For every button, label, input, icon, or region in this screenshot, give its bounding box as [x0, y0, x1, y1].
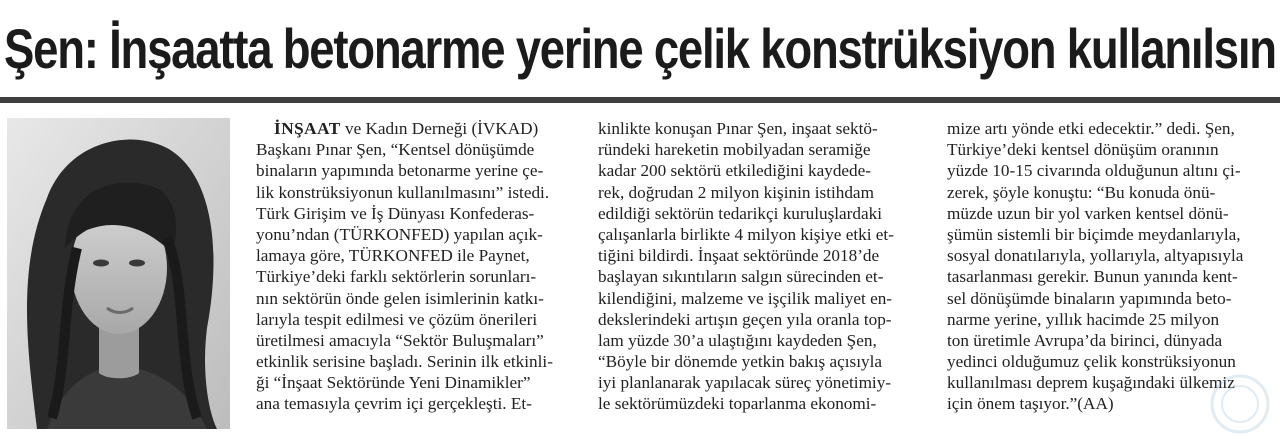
column-3-line: sel dönüşümde binaların yapımında beto-	[947, 288, 1232, 308]
column-1-line: binaların yapımında betonarme yerine çe-	[256, 161, 544, 181]
column-3-line: Türkiye’deki kentsel dönüşüm oranının	[947, 140, 1219, 160]
column-2-line: rek, doğrudan 2 milyon kişinin istihdam	[598, 182, 874, 202]
portrait-image	[7, 118, 230, 429]
column-2-line: ründeki hareketin mobilyadan seramiğe	[598, 140, 871, 160]
headline-rule	[0, 97, 1280, 103]
portrait-photo	[7, 118, 230, 429]
column-3-line: kullanılması deprem kuşağındaki ülkemiz	[947, 373, 1235, 393]
column-1-line: lik konstrüksiyonun kullanılmasını” istedi.	[256, 182, 550, 202]
column-1-line: ği “İnşaat Sektöründe Yeni Dinamikler”	[256, 373, 531, 393]
column-3-line: yüzde 10-15 civarında olduğunun altını çi-	[947, 161, 1241, 181]
column-2-line: kilendiğini, malzeme ve işçilik maliyet en-	[598, 288, 893, 308]
column-3-line: ton üretimle Avrupa’da birinci, dünyada	[947, 330, 1223, 350]
column-1-line: Türkiye’deki farklı sektörlerin sorunları-	[256, 267, 537, 287]
column-2-line: lam yüzde 30’a ulaştığını kaydeden Şen,	[598, 330, 877, 350]
column-1-line: nın sektörün önde gelen isimlerinin katkı-	[256, 288, 544, 308]
column-2-line: iyi planlanarak yapılacak süreç yönetimiy-	[598, 373, 892, 393]
column-3-line: mize artı yönde etki edecektir.” dedi. Şen,	[947, 119, 1235, 138]
column-1-line: yonu’ndan (TÜRKONFED) yapılan açık-	[256, 224, 543, 244]
column-2-line: dekslerindeki artışın geçen yıla oranla top-	[598, 309, 892, 329]
column-2-line: çalışanlarla birlikte 4 milyon kişiye etki et-	[598, 224, 894, 244]
column-1-line: etkinlik serisine başladı. Serinin ilk etkinli-	[256, 352, 553, 372]
column-1-line: ana temasıyla çevrim içi gerçekleşti. Et-	[256, 394, 532, 414]
column-1-line: Türk Girişim ve İş Dünyası Konfederas-	[256, 203, 535, 223]
lead-kicker: İNŞAAT	[274, 119, 341, 138]
column-2-line: başlayan sıkıntıların salgın sürecinden et-	[598, 267, 884, 287]
column-3-line: sosyal donatılarıyla, yollarıyla, altyapısıyla	[947, 246, 1244, 266]
article-column-1	[256, 118, 586, 436]
watermark-icon	[1208, 372, 1272, 436]
column-3-line: tasarlanması gerekir. Bunun yanında kent-	[947, 267, 1238, 287]
column-3-line: zerek, şöyle konuştu: “Bu konuda önü-	[947, 182, 1216, 202]
column-3-line: için önem taşıyor.”(AA)	[947, 394, 1114, 414]
column-3-line: narme yerine, yıllık hacimde 25 milyon	[947, 309, 1220, 329]
column-2-line: “Böyle bir dönemde yetkin bakış açısıyla	[598, 352, 882, 372]
article-column-2	[598, 118, 933, 436]
column-1-line: İNŞAAT ve Kadın Derneği (İVKAD)	[274, 119, 539, 138]
headline: Şen: İnşaatta betonarme yerine çelik konstrüksiyon kullanılsın	[4, 17, 1276, 80]
column-3-line: müzde uzun bir yol varken kentsel dönü-	[947, 203, 1229, 223]
column-2-line: edildiği sektörün tedarikçi kuruluşlardaki	[598, 203, 882, 223]
column-2-line: tiğini bildirdi. İnşaat sektöründe 2018’de	[598, 246, 880, 266]
column-2-line: kinlikte konuşan Pınar Şen, inşaat sektö-	[598, 119, 878, 138]
column-3-line: şümün sistemli bir biçimde meydanlarıyla,	[947, 224, 1241, 244]
column-3-line: yedinci olduğumuz çelik konstrüksiyonun	[947, 352, 1236, 372]
column-1-line: larıyla tespit edilmesi ve çözüm önerileri	[256, 309, 538, 329]
column-2-line: le sektörümüzdeki toparlanma ekonomi-	[598, 394, 877, 414]
column-1-line: Başkanı Pınar Şen, “Kentsel dönüşümde	[256, 140, 535, 160]
column-2-line: kadar 200 sektörü etkilediğini kaydede-	[598, 161, 872, 181]
column-1-line: üretilmesi amacıyla “Sektör Buluşmaları”	[256, 330, 544, 350]
column-1-line: lamaya göre, TÜRKONFED ile Paynet,	[256, 246, 530, 266]
